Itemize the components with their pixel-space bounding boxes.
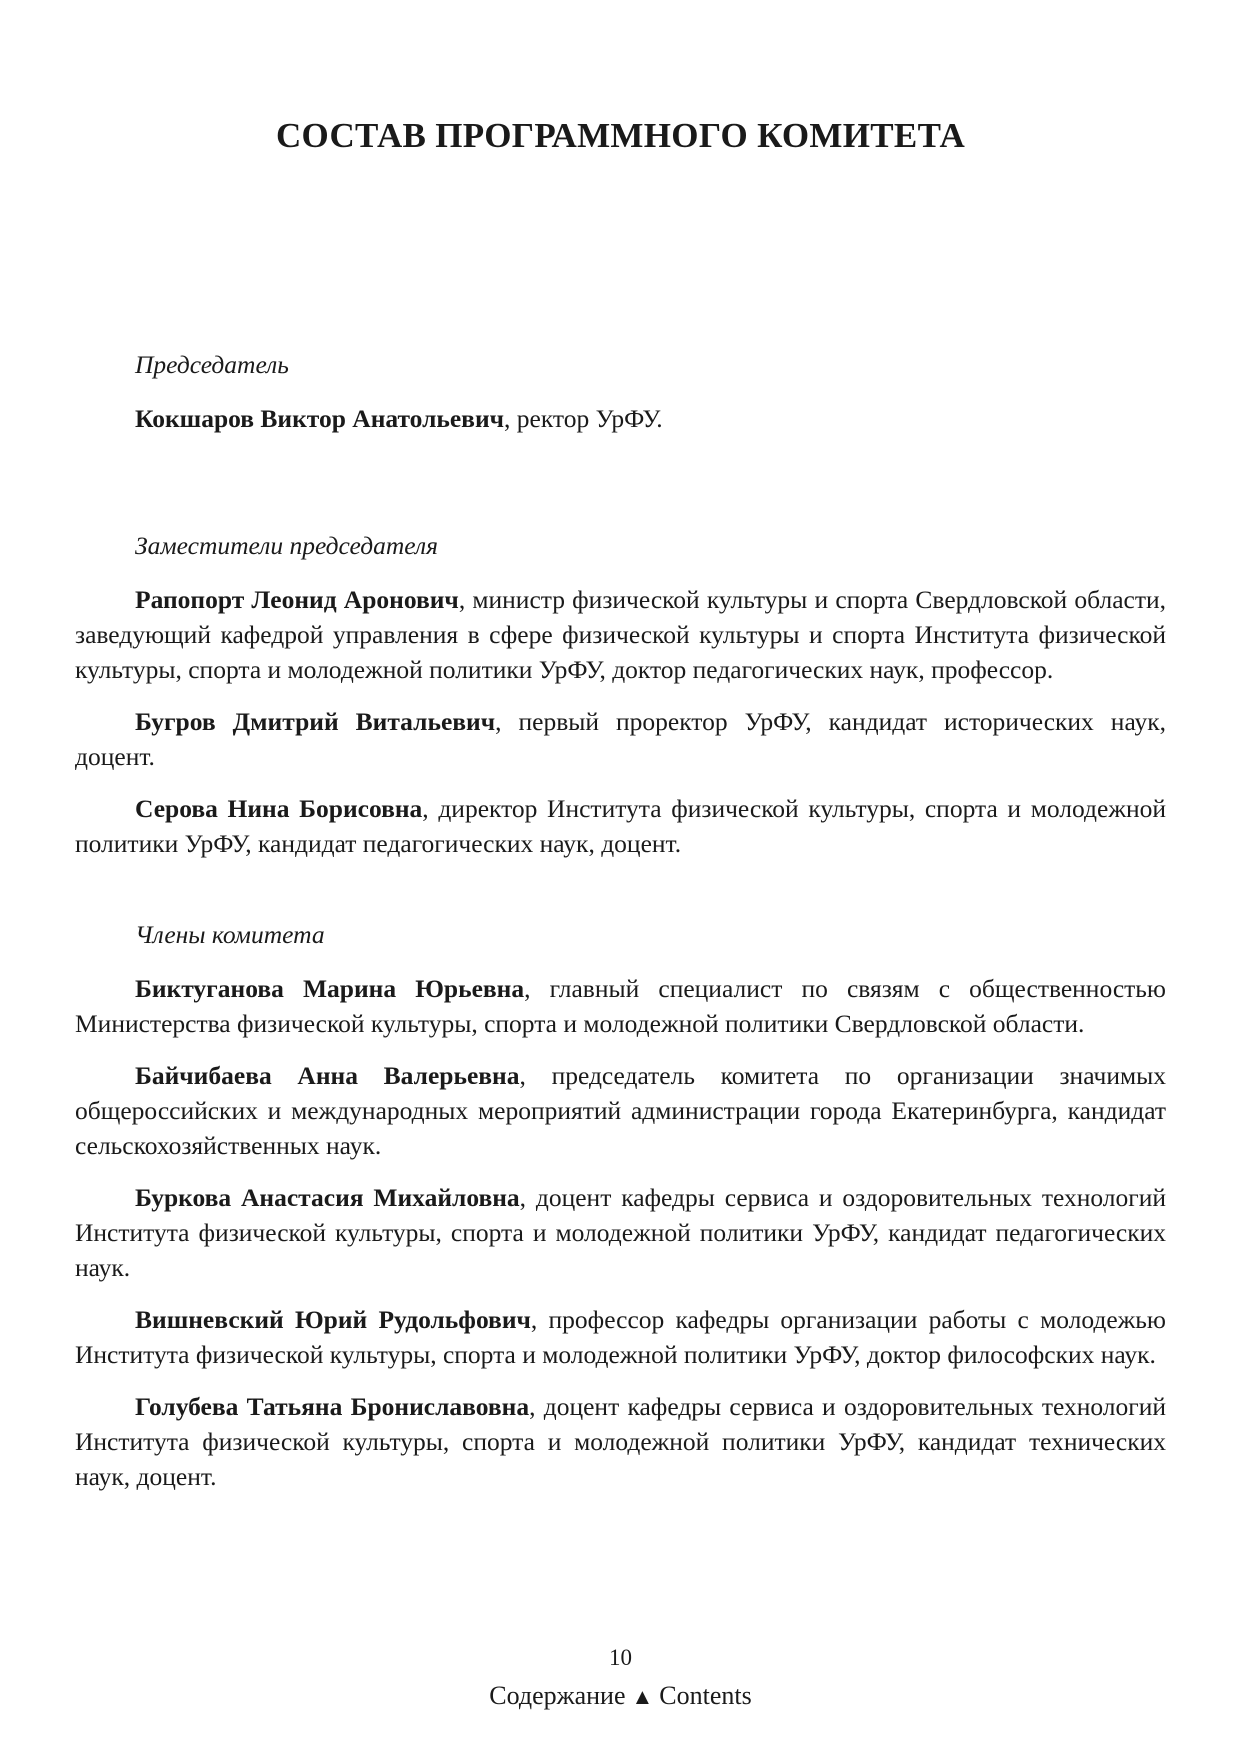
member-entry xyxy=(75,1389,1166,1494)
section-heading-chair: Председатель xyxy=(135,350,289,379)
member-description: , профессор кафедры организации работы с молодежью Института физической культуры, спорта и молодежной политики УрФУ, доктор философских наук. xyxy=(75,1305,1166,1369)
member-name: Голубева Татьяна Брониславовна xyxy=(135,1392,530,1421)
member-name: Байчибаева Анна Валерьевна xyxy=(135,1061,520,1090)
section-heading-deputies: Заместители председателя xyxy=(135,531,438,560)
section-heading-members: Члены комитета xyxy=(135,920,325,949)
member-entry xyxy=(75,791,1166,861)
member-name: Буркова Анастасия Михайловна xyxy=(135,1183,520,1212)
contents-link-ru[interactable]: Содержание xyxy=(489,1681,626,1710)
member-description: , главный специалист по связям с общественностью Министерства физической культуры, спорта и молодежной политики Свердловской области. xyxy=(75,974,1166,1038)
member-description: , председатель комитета по организации значимых общероссийских и международных мероприятий администрации города Екатеринбурга, кандидат сельскохозяйственных наук. xyxy=(75,1061,1166,1160)
member-entry xyxy=(75,1058,1166,1163)
member-entry xyxy=(75,1302,1166,1372)
member-description: , доцент кафедры сервиса и оздоровительных технологий Института физической культуры, спорта и молодежной политики УрФУ, кандидат технических наук, доцент. xyxy=(75,1392,1166,1491)
member-entry xyxy=(75,401,1166,436)
page-title: СОСТАВ ПРОГРАММНОГО КОМИТЕТА xyxy=(275,116,966,155)
member-name: Рапопорт Леонид Аронович xyxy=(135,585,459,614)
member-description: , директор Института физической культуры, спорта и молодежной политики УрФУ, кандидат педагогических наук, доцент. xyxy=(75,794,1166,858)
member-entry xyxy=(75,971,1166,1041)
page-number: 10 xyxy=(609,1645,632,1670)
footer-navigation xyxy=(0,1681,1241,1711)
up-arrow-icon[interactable]: ▲ xyxy=(631,1684,654,1709)
member-name: Серова Нина Борисовна xyxy=(135,794,423,823)
member-entry xyxy=(75,704,1166,774)
member-description: , доцент кафедры сервиса и оздоровительных технологий Института физической культуры, спорта и молодежной политики УрФУ, кандидат педагогических наук. xyxy=(75,1183,1167,1282)
member-description: , первый проректор УрФУ, кандидат исторических наук, доцент. xyxy=(75,707,1166,771)
member-entry xyxy=(75,582,1166,687)
member-name: Биктуганова Марина Юрьевна xyxy=(135,974,525,1003)
contents-link-en[interactable]: Contents xyxy=(659,1681,752,1710)
committee-list xyxy=(75,347,1166,1494)
member-name: Бугров Дмитрий Витальевич xyxy=(135,707,496,736)
member-description: , министр физической культуры и спорта Свердловской области, заведующий кафедрой управления в сфере физической культуры и спорта Института физической культуры, спорта и молодежной политики УрФУ, доктор педагогических наук, профессор. xyxy=(75,585,1166,684)
member-entry xyxy=(75,1180,1166,1285)
member-name: Вишневский Юрий Рудольфович xyxy=(135,1305,531,1334)
member-name: Кокшаров Виктор Анатольевич xyxy=(135,404,505,433)
member-description: , ректор УрФУ. xyxy=(504,404,663,433)
